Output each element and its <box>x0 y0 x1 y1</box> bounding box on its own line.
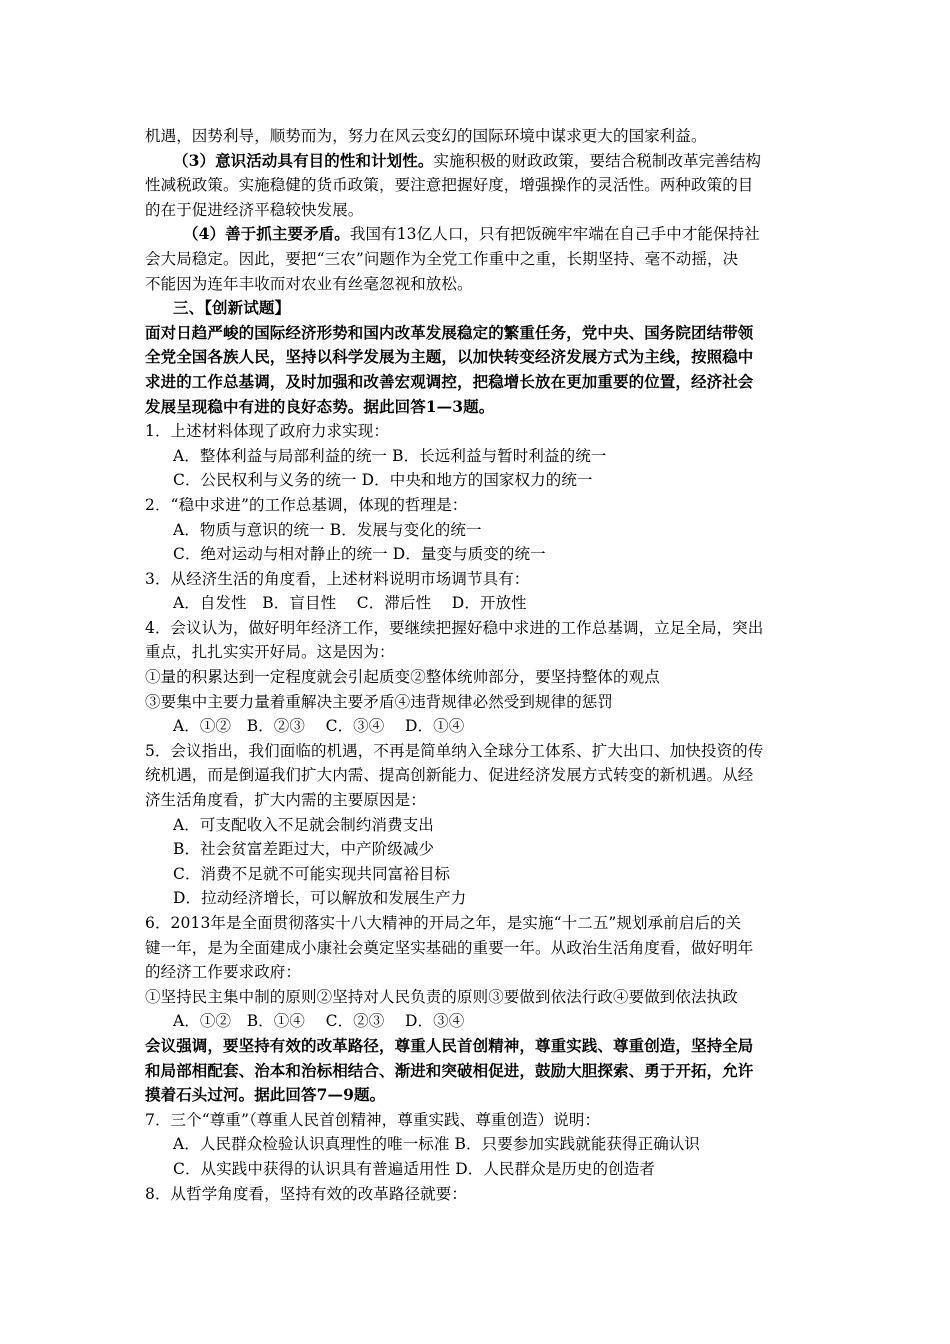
text-line: A．人民群众检验认识真理性的唯一标准 B．只要参加实践就能获得正确认识 <box>173 1135 701 1154</box>
text-line: 6．2013年是全面贯彻落实十八大精神的开局之年，是实施“十二五”规划承前启后的关 <box>145 914 742 932</box>
text-line: 8．从哲学角度看，坚持有效的改革路径就要： <box>145 1184 467 1203</box>
text-line: 重点，扎扎实实开好局。这是因为： <box>145 643 395 662</box>
text-line: A．自发性 B．盲目性 C．滞后性 D．开放性 <box>173 594 527 613</box>
document-body <box>145 124 815 1206</box>
text-line: 三、【创新试题】 <box>173 298 291 318</box>
text-line: 全党全国各族人民，坚持以科学发展为主题，以加快转变经济发展方式为主线，按照稳中 <box>145 347 754 367</box>
text-line: 7．三个“尊重”（尊重人民首创精神，尊重实践、尊重创造）说明： <box>145 1110 601 1129</box>
text-line: ①量的积累达到一定程度就会引起质变②整体统帅部分，要坚持整体的观点 <box>145 668 660 687</box>
text-line: A．物质与意识的统一 B．发展与变化的统一 <box>173 520 482 539</box>
text-line: D．拉动经济增长，可以解放和发展生产力 <box>173 889 467 908</box>
text-line: 键一年，是为全面建成小康社会奠定坚实基础的重要一年。从政治生活角度看，做好明年 <box>145 938 754 957</box>
text-line: 4．会议认为，做好明年经济工作，要继续把握好稳中求进的工作总基调，立足全局，突出 <box>145 618 764 637</box>
text-line: 3．从经济生活的角度看，上述材料说明市场调节具有： <box>145 569 530 588</box>
text-line: A．整体利益与局部利益的统一 B．长远利益与暂时利益的统一 <box>173 446 607 465</box>
text-line: 会大局稳定。因此，要把“三农”问题作为全党工作重中之重，长期坚持、毫不动摇，决 <box>145 249 739 268</box>
text-line: 5．会议指出，我们面临的机遇，不再是简单纳入全球分工体系、扩大出口、加快投资的传 <box>145 741 764 760</box>
text-line: 面对日趋严峻的国际经济形势和国内改革发展稳定的繁重任务，党中央、国务院团结带领 <box>145 322 754 342</box>
bold-heading-span: （3）意识活动具有目的性和计划性。 <box>173 150 434 170</box>
text-line: A．①② B．②③ C．③④ D．①④ <box>173 717 465 736</box>
text-line <box>145 149 815 174</box>
text-line: 不能因为连年丰收而对农业有丝毫忽视和放松。 <box>145 274 473 293</box>
bold-heading-span: （4）善于抓主要矛盾。 <box>183 224 350 244</box>
text-line: C．公民权利与义务的统一 D．中央和地方的国家权力的统一 <box>173 471 593 490</box>
text-line: 2．“稳中求进”的工作总基调，体现的哲理是： <box>145 495 468 514</box>
text-line: A．可支配收入不足就会制约消费支出 <box>173 815 434 834</box>
text-line: 的在于促进经济平稳较快发展。 <box>145 200 364 219</box>
text-line: C．绝对运动与相对静止的统一 D．量变与质变的统一 <box>173 545 546 564</box>
text-line: 和局部相配套、治本和治标相结合、渐进和突破相促进，鼓励大胆探索、勇于开拓，允许 <box>145 1060 754 1080</box>
text-line: 机遇，因势利导，顺势而为，努力在风云变幻的国际环境中谋求更大的国家利益。 <box>145 127 707 145</box>
text-line: 发展呈现稳中有进的良好态势。据此回答1—3题。 <box>145 396 495 416</box>
text-line: 的经济工作要求政府： <box>145 963 302 982</box>
text-line: 济生活角度看，扩大内需的主要原因是： <box>145 791 426 810</box>
line-rest-span: 实施积极的财政政策，要结合税制改革完善结构 <box>433 151 762 170</box>
text-line: A．①② B．①④ C．②③ D．③④ <box>173 1012 465 1031</box>
text-line: 性减税政策。实施稳健的货币政策，要注意把握好度，增强操作的灵活性。两种政策的目 <box>145 176 754 195</box>
text-line: 摸着石头过河。据此回答7—9题。 <box>145 1085 386 1105</box>
text-line: ①坚持民主集中制的原则②坚持对人民负责的原则③要做到依法行政④要做到依法执政 <box>145 987 738 1006</box>
text-line: C．从实践中获得的认识具有普遍适用性 D．人民群众是历史的创造者 <box>173 1159 655 1178</box>
text-line: 求进的工作总基调，及时加强和改善宏观调控，把稳增长放在更加重要的位置，经济社会 <box>145 371 754 391</box>
text-line: 统机遇，而是倒逼我们扩大内需、提高创新能力、促进经济发展方式转变的新机遇。从经 <box>145 766 754 785</box>
line-rest-span: 我国有13亿人口，只有把饭碗牢牢端在自己手中才能保持社 <box>349 225 760 244</box>
text-line <box>145 222 815 247</box>
text-line: B．社会贫富差距过大，中产阶级减少 <box>173 840 435 859</box>
text-line: 会议强调，要坚持有效的改革路径，尊重人民首创精神，尊重实践、尊重创造，坚持全局 <box>145 1035 754 1055</box>
text-line: 1．上述材料体现了政府力求实现： <box>145 422 389 441</box>
text-line: C．消费不足就不可能实现共同富裕目标 <box>173 864 451 883</box>
text-line: ③要集中主要力量着重解决主要矛盾④违背规律必然受到规律的惩罚 <box>145 692 614 711</box>
